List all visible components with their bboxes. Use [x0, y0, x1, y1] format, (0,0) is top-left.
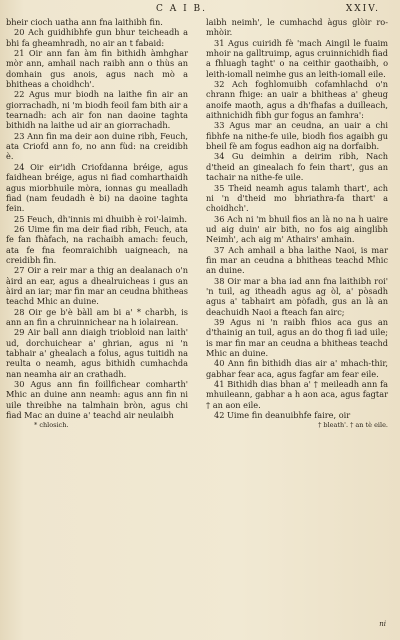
verse: 23 Ann fin ma deir aon duine ribh, Feuch, ata Criofd ann fo, no ann fùd: na creidibh è. — [6, 130, 188, 162]
verse: 40 Ann fin bithidh dias air a' mhach-thir, gabhar fear aca, agus fagfar am fear eile. — [206, 358, 388, 379]
verse: 22 Agus mur biodh na laithe fin air an giorrachadh, ni 'm biodh feoil fam bith air a tearnadh: ach air fon nan daoine taghta bithidh na laithe ud air an giorrachadh. — [6, 89, 188, 131]
footnotes — [6, 421, 388, 429]
chapter-title: C A I B. — [156, 4, 207, 14]
verse: 24 Oir eir'idh Criofdanna bréige, agus faidhean bréige, agus ni fiad comharthaidh agus miorbhuile mòra, ionnas gu mealladh fiad (nam feudadh è bi) na daoine taghta fein. — [6, 161, 188, 214]
verse: 34 Gu deimhin a deirim ribh, Nach d'theid an ginealach fo fein thart', gus an tachair na nithe-fe uile. — [206, 151, 388, 183]
verse: 41 Bithidh dias bhan a' † meileadh ann fa mhuileann, gabhar a h aon aca, agus fagtar † an aon eile. — [206, 379, 388, 410]
verse: 37 Ach amhail a bha laithe Naoi, is mar fin mar an ceudna a bhitheas teachd Mhic an duine. — [206, 244, 388, 276]
running-header — [6, 4, 388, 16]
verse: 33 Agus mar an ceudna, an uair a chi fibhfe na nithe-fe uile, biodh fios agaibh gu bheil fè am fogus eadhon aig na dorfaibh. — [206, 120, 388, 152]
verse: laibh neimh', le cumhachd àgus glòir ro-mhòir. — [206, 17, 388, 38]
footnote-right: † bleath'. † an tè eile. — [318, 421, 388, 430]
chapter-number: XXIV. — [345, 4, 380, 14]
verse: 27 Oir a reir mar a thig an dealanach o'n àird an ear, agus a dhealruicheas i gus an àird an iar; mar fin mar an ceudna bhitheas teachd Mhic an duine. — [6, 265, 188, 307]
left-column — [6, 17, 188, 420]
verse: 25 Feuch, dh'innis mi dhuibh è roi'-laimh. — [14, 213, 187, 224]
verse: 32 Ach foghlomuibh cofamhlachd o'n chrann fhige: an uair a bhitheas a' gheug anoife maoth, agus a dh'fhafas a duilleach, aithnichidh fibh gur fogus an famhra': — [206, 79, 388, 121]
verse: 31 Agus cuiridh fè 'mach Aingil le fuaim mhoir na galltruimp, agus cruinnichidh fiad a fhluagh taght' o na ceithir gaothaibh, o leith-iomall neimhe gus an leith-iomall eile. — [206, 37, 388, 79]
verse: 39 Agus ni 'n raibh fhios aca gus an d'thainig an tuil, agus an do thog fi iad uile; is mar fin mar an ceudna a bhitheas teachd Mhic an duine. — [206, 316, 388, 358]
verse: 36 Ach ni 'm bhuil fios an là no na h uaire ud aig duin' air bith, no fos aig ainglibh Neimh', ach aig m' Athairs' amhain. — [206, 213, 388, 245]
verse: bheir cioch uatha ann fna laithibh fin. — [6, 17, 163, 27]
text-columns — [6, 17, 388, 420]
verse: 42 Uime fin deanuibhfe faire, oir — [214, 410, 351, 421]
verse: 29 Air ball ann diaigh triobloid nan laith' ud, dorchuichear a' ghrian, agus ni 'n tabhair a' ghealach a folus, agus tuitidh na reulta o neamh, agus bithidh cumhachda nan neamha air an crathadh. — [6, 327, 188, 379]
verse: 38 Oir mar a bha iad ann fna laithibh roi' 'n tuil, ag itheadh agus ag òl, a' pòsadh agus a' tabhairt am pòfadh, gus an là an deachuidh Naoi a fteach fan airc; — [206, 275, 388, 317]
verse: 28 Oir ge b'è bàll am bi a' * charbh, is ann an fin a chruinnichear na h iolairean. — [6, 306, 188, 327]
verse: 21 Oir ann fan àm fin bithidh àmhghar mòr ann, amhail nach raibh ann o thùs an domhain gus anois, agus nach mò a bhitheas a choidhch'. — [6, 48, 188, 90]
signature-mark: ni — [379, 620, 386, 628]
verse: 20 Ach guidhibhfe gun bhur teicheadh a bhi fa gheamhradh, no air an t fabaid: — [6, 27, 188, 48]
verse: 35 Theid neamh agus talamh thart', ach ni 'n d'theid mo bhriathra-fa thart' a choidhch'. — [206, 182, 388, 214]
verse: 26 Uime fin ma deir fiad ribh, Feuch, ata fe fan fhàfach, na rachaibh amach: feuch, ata fe fna feomraichibh uaigneach, na creidibh fin. — [6, 223, 188, 265]
footnote-left: * chlosich. — [34, 421, 69, 430]
verse: 30 Agus ann fin foillfichear comharth' Mhic an duine ann neamh: agus ann fin ni uile threibhe na talmhain bròn, agus chi fiad Mac an duine a' teachd air neulaibh — [6, 379, 188, 421]
right-column — [206, 17, 388, 420]
